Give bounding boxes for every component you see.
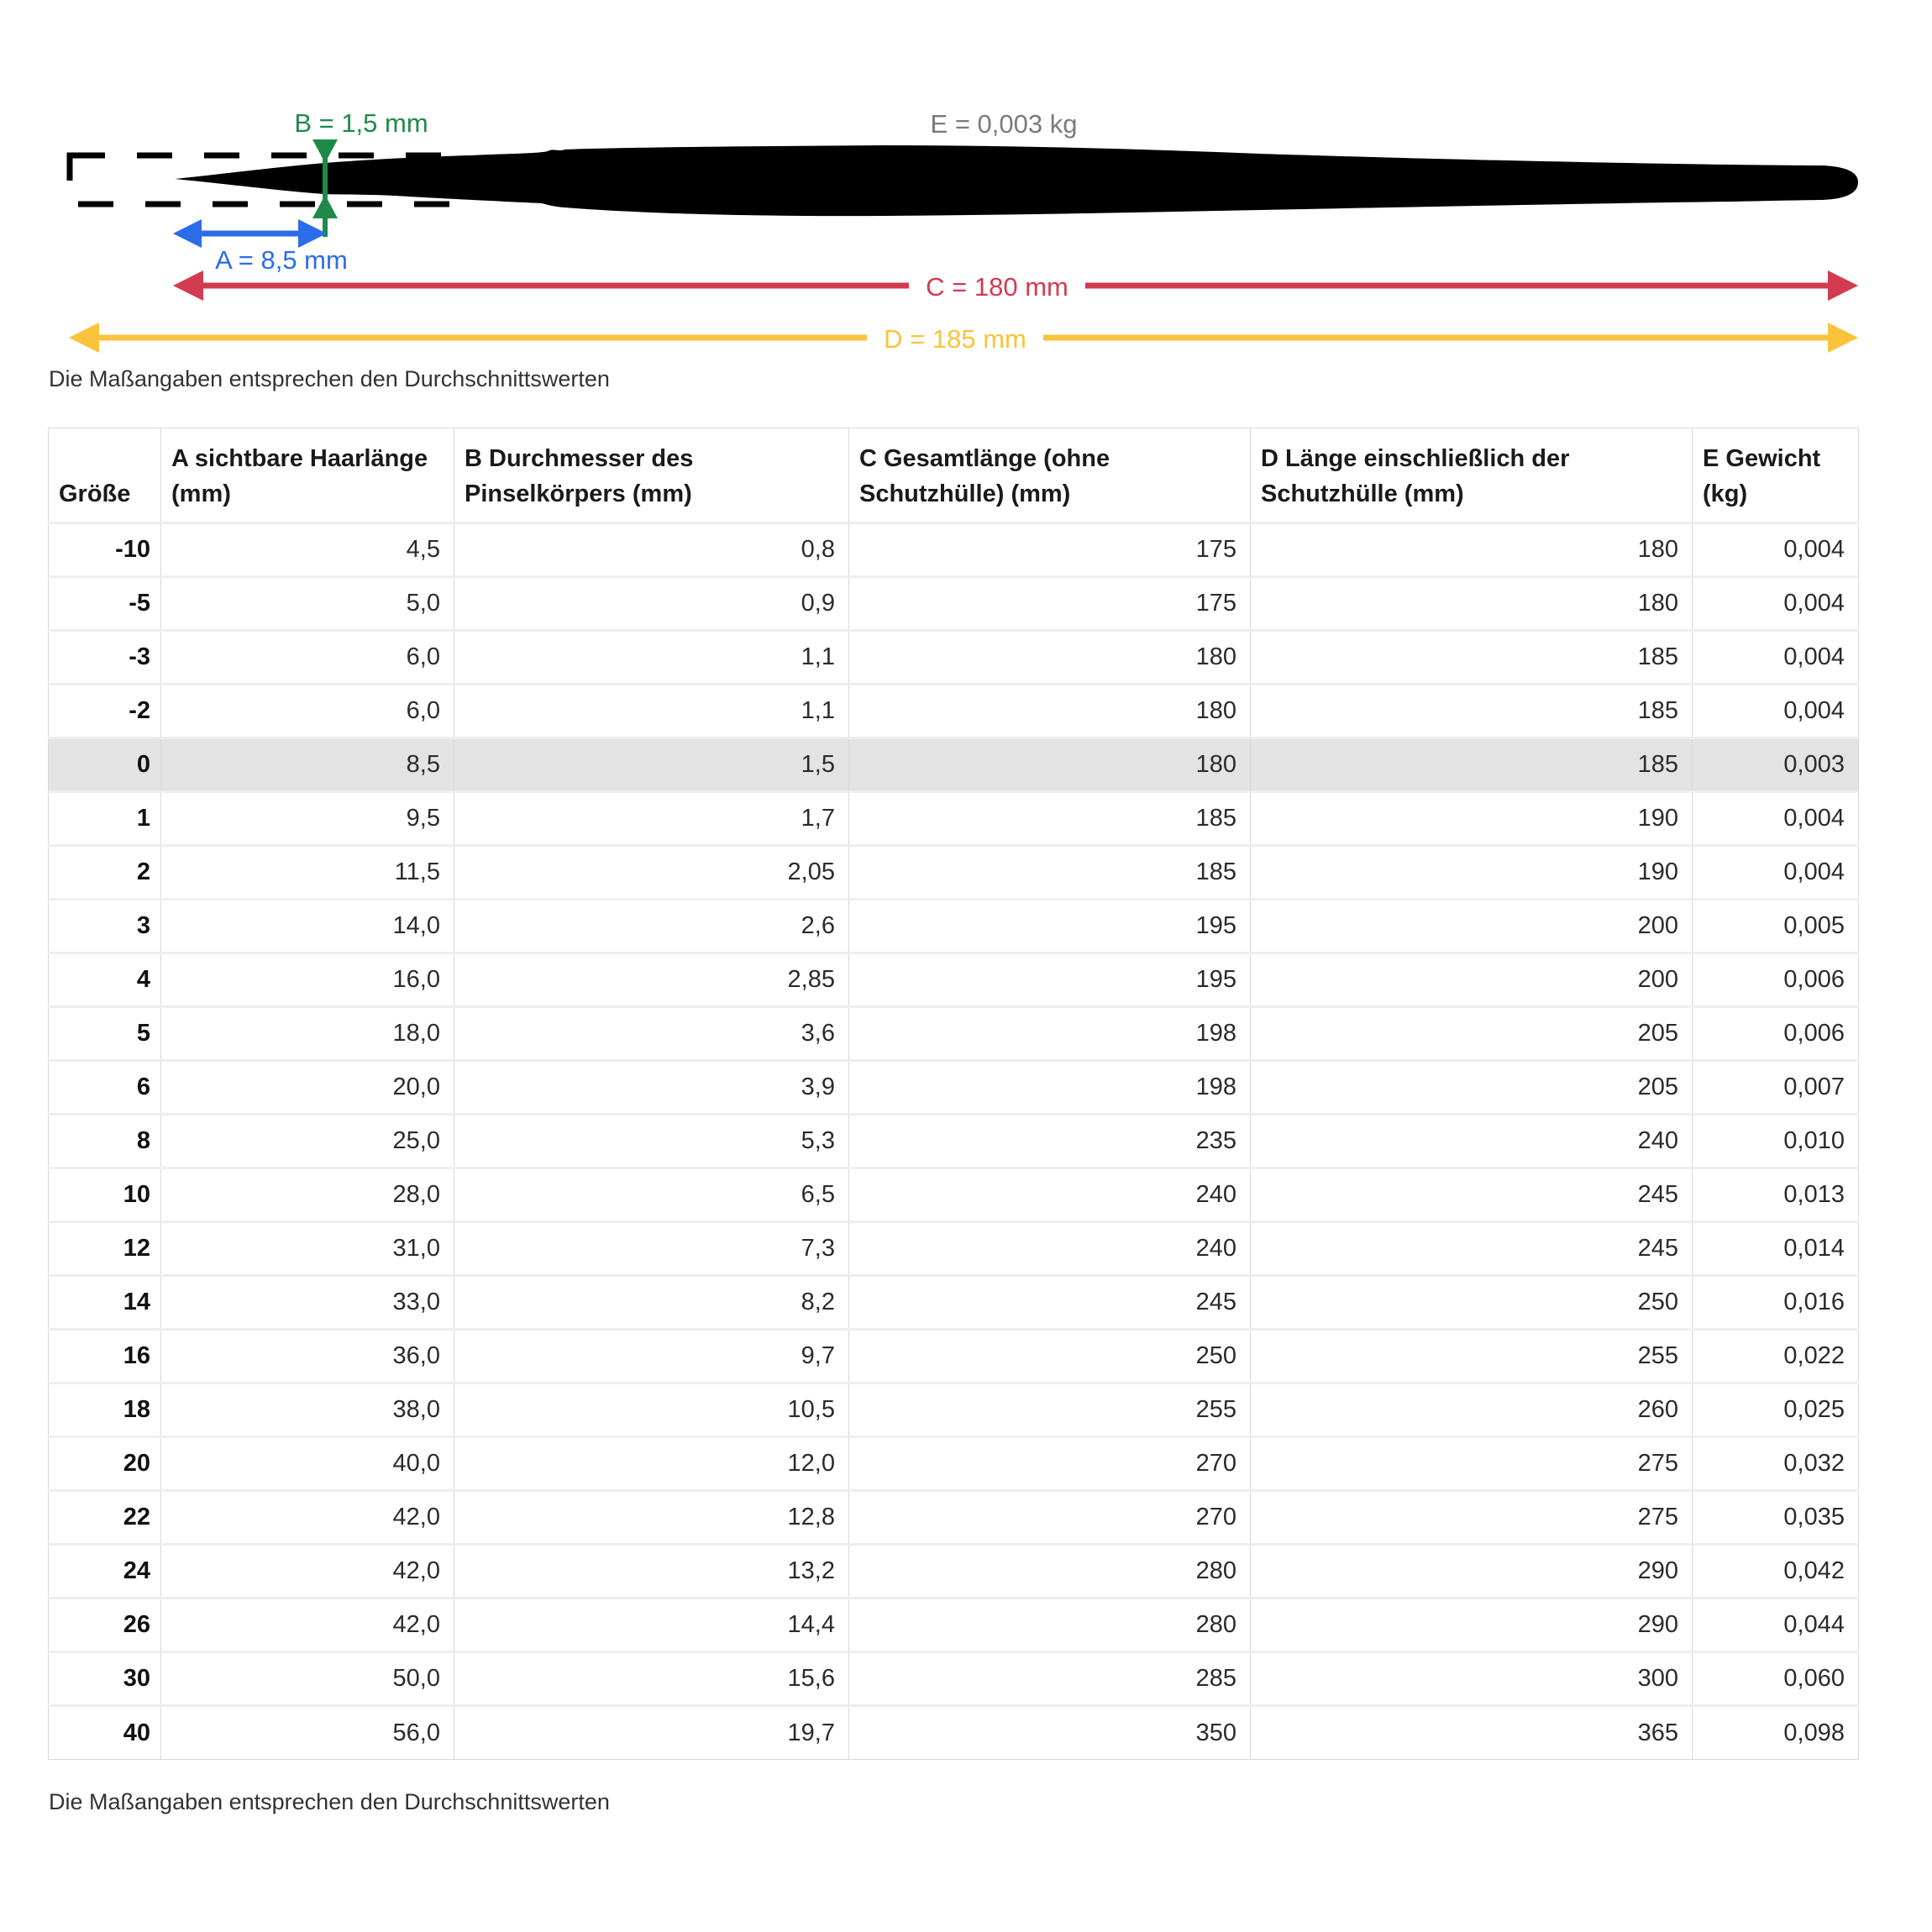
cell-hair-length: 42,0 bbox=[161, 1491, 454, 1545]
cell-length-with-cap: 255 bbox=[1251, 1330, 1693, 1383]
cell-length-with-cap: 245 bbox=[1251, 1222, 1693, 1276]
cell-size: 0 bbox=[49, 738, 161, 792]
table-row bbox=[49, 738, 1859, 792]
cell-total-length: 280 bbox=[849, 1599, 1251, 1652]
table-row bbox=[49, 1115, 1859, 1168]
dimension-a bbox=[173, 219, 348, 275]
cell-size: 2 bbox=[49, 846, 161, 900]
cell-body-diameter: 13,2 bbox=[454, 1545, 849, 1599]
cell-hair-length: 20,0 bbox=[161, 1061, 454, 1115]
table-row bbox=[49, 792, 1859, 846]
cell-size: -3 bbox=[49, 631, 161, 685]
cell-total-length: 195 bbox=[849, 900, 1251, 953]
table-row bbox=[49, 900, 1859, 953]
cell-weight: 0,098 bbox=[1693, 1706, 1859, 1760]
cell-size: 20 bbox=[49, 1437, 161, 1491]
table-row bbox=[49, 1061, 1859, 1115]
cell-total-length: 180 bbox=[849, 738, 1251, 792]
cell-hair-length: 42,0 bbox=[161, 1545, 454, 1599]
cell-size: 30 bbox=[49, 1652, 161, 1706]
cell-weight: 0,022 bbox=[1693, 1330, 1859, 1383]
cell-size: 6 bbox=[49, 1061, 161, 1115]
cell-hair-length: 40,0 bbox=[161, 1437, 454, 1491]
cell-body-diameter: 3,9 bbox=[454, 1061, 849, 1115]
dimension-e-label: E = 0,003 kg bbox=[930, 109, 1078, 139]
cell-length-with-cap: 180 bbox=[1251, 523, 1693, 577]
cell-hair-length: 14,0 bbox=[161, 900, 454, 953]
header-weight: E Gewicht (kg) bbox=[1693, 428, 1859, 523]
cell-body-diameter: 8,2 bbox=[454, 1276, 849, 1330]
cell-weight: 0,025 bbox=[1693, 1383, 1859, 1437]
cell-hair-length: 56,0 bbox=[161, 1706, 454, 1760]
cell-total-length: 175 bbox=[849, 577, 1251, 631]
cell-hair-length: 31,0 bbox=[161, 1222, 454, 1276]
cell-length-with-cap: 185 bbox=[1251, 685, 1693, 738]
cell-length-with-cap: 190 bbox=[1251, 846, 1693, 900]
cell-total-length: 285 bbox=[849, 1652, 1251, 1706]
cell-total-length: 180 bbox=[849, 685, 1251, 738]
cell-length-with-cap: 185 bbox=[1251, 738, 1693, 792]
cell-total-length: 270 bbox=[849, 1491, 1251, 1545]
cell-weight: 0,044 bbox=[1693, 1599, 1859, 1652]
cell-total-length: 270 bbox=[849, 1437, 1251, 1491]
cell-total-length: 180 bbox=[849, 631, 1251, 685]
header-row bbox=[49, 428, 1859, 523]
cell-size: 1 bbox=[49, 792, 161, 846]
cell-body-diameter: 7,3 bbox=[454, 1222, 849, 1276]
cell-length-with-cap: 190 bbox=[1251, 792, 1693, 846]
cell-size: 26 bbox=[49, 1599, 161, 1652]
cell-length-with-cap: 240 bbox=[1251, 1115, 1693, 1168]
cell-body-diameter: 1,7 bbox=[454, 792, 849, 846]
cell-weight: 0,004 bbox=[1693, 523, 1859, 577]
cell-body-diameter: 3,6 bbox=[454, 1007, 849, 1061]
cell-body-diameter: 14,4 bbox=[454, 1599, 849, 1652]
cell-size: 10 bbox=[49, 1168, 161, 1222]
header-body-diameter: B Durchmesser des Pinselkörpers (mm) bbox=[454, 428, 849, 523]
table-row bbox=[49, 1491, 1859, 1545]
table-row bbox=[49, 1652, 1859, 1706]
dimension-d-arrowhead-left bbox=[69, 323, 99, 353]
cell-hair-length: 42,0 bbox=[161, 1599, 454, 1652]
cell-body-diameter: 2,6 bbox=[454, 900, 849, 953]
cell-size: 24 bbox=[49, 1545, 161, 1599]
table-row bbox=[49, 1276, 1859, 1330]
cell-size: 18 bbox=[49, 1383, 161, 1437]
cell-total-length: 280 bbox=[849, 1545, 1251, 1599]
cell-hair-length: 9,5 bbox=[161, 792, 454, 846]
cell-size: -5 bbox=[49, 577, 161, 631]
cell-weight: 0,004 bbox=[1693, 846, 1859, 900]
dimension-d-label: D = 185 mm bbox=[884, 324, 1026, 354]
dimension-c-arrowhead-right bbox=[1828, 270, 1858, 301]
cell-size: 8 bbox=[49, 1115, 161, 1168]
cell-length-with-cap: 260 bbox=[1251, 1383, 1693, 1437]
cell-body-diameter: 9,7 bbox=[454, 1330, 849, 1383]
dimension-b-arrowhead-up bbox=[312, 195, 338, 218]
cell-body-diameter: 1,1 bbox=[454, 685, 849, 738]
cell-body-diameter: 12,0 bbox=[454, 1437, 849, 1491]
cell-length-with-cap: 205 bbox=[1251, 1007, 1693, 1061]
cell-total-length: 198 bbox=[849, 1007, 1251, 1061]
cell-body-diameter: 1,1 bbox=[454, 631, 849, 685]
cell-size: 22 bbox=[49, 1491, 161, 1545]
cell-hair-length: 6,0 bbox=[161, 631, 454, 685]
cell-hair-length: 5,0 bbox=[161, 577, 454, 631]
cell-body-diameter: 0,8 bbox=[454, 523, 849, 577]
table-body bbox=[49, 523, 1859, 1760]
cell-body-diameter: 5,3 bbox=[454, 1115, 849, 1168]
cell-size: -2 bbox=[49, 685, 161, 738]
cell-weight: 0,006 bbox=[1693, 1007, 1859, 1061]
cell-weight: 0,016 bbox=[1693, 1276, 1859, 1330]
cell-hair-length: 25,0 bbox=[161, 1115, 454, 1168]
cell-length-with-cap: 200 bbox=[1251, 953, 1693, 1007]
cell-weight: 0,003 bbox=[1693, 738, 1859, 792]
cell-weight: 0,032 bbox=[1693, 1437, 1859, 1491]
cell-total-length: 175 bbox=[849, 523, 1251, 577]
cell-total-length: 185 bbox=[849, 792, 1251, 846]
dimension-d-arrowhead-right bbox=[1828, 323, 1858, 353]
table-row bbox=[49, 523, 1859, 577]
cell-hair-length: 4,5 bbox=[161, 523, 454, 577]
cell-hair-length: 36,0 bbox=[161, 1330, 454, 1383]
dimension-c bbox=[173, 270, 1858, 302]
dimension-a-arrowhead-left bbox=[173, 219, 202, 248]
table-row bbox=[49, 1437, 1859, 1491]
cell-weight: 0,004 bbox=[1693, 792, 1859, 846]
cell-length-with-cap: 250 bbox=[1251, 1276, 1693, 1330]
cell-total-length: 245 bbox=[849, 1276, 1251, 1330]
cell-body-diameter: 12,8 bbox=[454, 1491, 849, 1545]
cell-hair-length: 33,0 bbox=[161, 1276, 454, 1330]
cell-size: 5 bbox=[49, 1007, 161, 1061]
cell-size: 16 bbox=[49, 1330, 161, 1383]
cell-total-length: 185 bbox=[849, 846, 1251, 900]
dimension-d bbox=[69, 323, 1858, 354]
cell-total-length: 195 bbox=[849, 953, 1251, 1007]
cell-total-length: 240 bbox=[849, 1222, 1251, 1276]
table-row bbox=[49, 953, 1859, 1007]
table-row bbox=[49, 685, 1859, 738]
table-header bbox=[49, 428, 1859, 523]
header-hair-length: A sichtbare Haarlänge (mm) bbox=[161, 428, 454, 523]
cell-length-with-cap: 275 bbox=[1251, 1437, 1693, 1491]
cell-total-length: 350 bbox=[849, 1706, 1251, 1760]
cell-body-diameter: 19,7 bbox=[454, 1706, 849, 1760]
cell-total-length: 198 bbox=[849, 1061, 1251, 1115]
cell-length-with-cap: 185 bbox=[1251, 631, 1693, 685]
cell-weight: 0,013 bbox=[1693, 1168, 1859, 1222]
cell-hair-length: 28,0 bbox=[161, 1168, 454, 1222]
cell-body-diameter: 2,85 bbox=[454, 953, 849, 1007]
cell-total-length: 235 bbox=[849, 1115, 1251, 1168]
cell-hair-length: 38,0 bbox=[161, 1383, 454, 1437]
cell-hair-length: 8,5 bbox=[161, 738, 454, 792]
table-row bbox=[49, 1383, 1859, 1437]
measurement-note-top: Die Maßangaben entsprechen den Durchschnittswerten bbox=[49, 366, 610, 391]
cell-body-diameter: 6,5 bbox=[454, 1168, 849, 1222]
cell-weight: 0,004 bbox=[1693, 577, 1859, 631]
cell-body-diameter: 2,05 bbox=[454, 846, 849, 900]
header-length-with-cap: D Länge einschließlich der Schutzhülle (mm) bbox=[1251, 428, 1693, 523]
table-row bbox=[49, 1706, 1859, 1760]
cell-weight: 0,060 bbox=[1693, 1652, 1859, 1706]
cell-hair-length: 16,0 bbox=[161, 953, 454, 1007]
cell-weight: 0,035 bbox=[1693, 1491, 1859, 1545]
cell-weight: 0,010 bbox=[1693, 1115, 1859, 1168]
table-row bbox=[49, 1168, 1859, 1222]
cell-total-length: 240 bbox=[849, 1168, 1251, 1222]
cell-length-with-cap: 200 bbox=[1251, 900, 1693, 953]
cell-weight: 0,014 bbox=[1693, 1222, 1859, 1276]
brush-dimension-diagram bbox=[0, 0, 1932, 395]
dimension-b-label: B = 1,5 mm bbox=[294, 108, 428, 138]
cell-body-diameter: 0,9 bbox=[454, 577, 849, 631]
cell-length-with-cap: 365 bbox=[1251, 1706, 1693, 1760]
dimension-a-arrowhead-right bbox=[298, 219, 327, 248]
cell-hair-length: 6,0 bbox=[161, 685, 454, 738]
table-row bbox=[49, 1599, 1859, 1652]
cell-weight: 0,006 bbox=[1693, 953, 1859, 1007]
cell-total-length: 255 bbox=[849, 1383, 1251, 1437]
cell-length-with-cap: 245 bbox=[1251, 1168, 1693, 1222]
cell-weight: 0,042 bbox=[1693, 1545, 1859, 1599]
cell-body-diameter: 15,6 bbox=[454, 1652, 849, 1706]
cell-weight: 0,004 bbox=[1693, 631, 1859, 685]
dimension-c-label: C = 180 mm bbox=[926, 272, 1068, 302]
cell-size: 40 bbox=[49, 1706, 161, 1760]
cell-weight: 0,007 bbox=[1693, 1061, 1859, 1115]
table-row bbox=[49, 577, 1859, 631]
cell-length-with-cap: 275 bbox=[1251, 1491, 1693, 1545]
cell-hair-length: 50,0 bbox=[161, 1652, 454, 1706]
dimension-a-label: A = 8,5 mm bbox=[215, 245, 348, 275]
table-row bbox=[49, 1007, 1859, 1061]
cell-size: -10 bbox=[49, 523, 161, 577]
header-total-length: C Gesamtlänge (ohne Schutzhülle) (mm) bbox=[849, 428, 1251, 523]
cell-total-length: 250 bbox=[849, 1330, 1251, 1383]
header-size: Größe bbox=[49, 428, 161, 523]
dimension-c-arrowhead-left bbox=[173, 270, 203, 301]
cell-size: 3 bbox=[49, 900, 161, 953]
cell-body-diameter: 10,5 bbox=[454, 1383, 849, 1437]
cell-weight: 0,004 bbox=[1693, 685, 1859, 738]
cell-length-with-cap: 180 bbox=[1251, 577, 1693, 631]
dimension-b-arrowhead-down bbox=[312, 139, 338, 163]
table-row bbox=[49, 631, 1859, 685]
cell-size: 14 bbox=[49, 1276, 161, 1330]
table-row bbox=[49, 1330, 1859, 1383]
cell-weight: 0,005 bbox=[1693, 900, 1859, 953]
cell-length-with-cap: 290 bbox=[1251, 1545, 1693, 1599]
size-spec-table bbox=[48, 428, 1859, 1760]
cell-body-diameter: 1,5 bbox=[454, 738, 849, 792]
table-row bbox=[49, 1545, 1859, 1599]
cell-length-with-cap: 205 bbox=[1251, 1061, 1693, 1115]
cell-hair-length: 11,5 bbox=[161, 846, 454, 900]
table-row bbox=[49, 1222, 1859, 1276]
cell-length-with-cap: 290 bbox=[1251, 1599, 1693, 1652]
cell-size: 4 bbox=[49, 953, 161, 1007]
cell-hair-length: 18,0 bbox=[161, 1007, 454, 1061]
measurement-note-bottom: Die Maßangaben entsprechen den Durchschnittswerten bbox=[49, 1789, 610, 1814]
cell-size: 12 bbox=[49, 1222, 161, 1276]
table-row bbox=[49, 846, 1859, 900]
cell-length-with-cap: 300 bbox=[1251, 1652, 1693, 1706]
